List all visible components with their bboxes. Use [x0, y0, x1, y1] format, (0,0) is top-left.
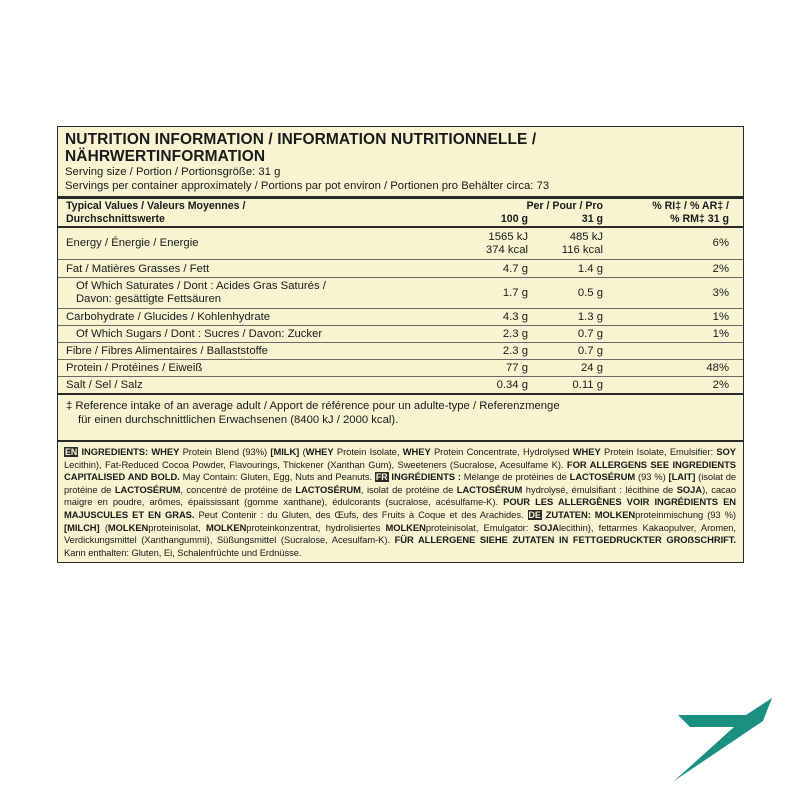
ingredient-segment: WHEY: [305, 446, 334, 457]
row-ri: 48%: [706, 362, 729, 374]
row-value-100g: 4.7 g: [502, 263, 528, 275]
row-value-serving: 0.11 g: [572, 379, 603, 391]
ingredient-segment: FÜR ALLERGENE SIEHE ZUTATEN IN FETTGEDRUCKTER GROẞSCHRIFT.: [394, 534, 736, 546]
ingredient-segment: Protein Concentrate, Hydrolysed: [430, 446, 573, 457]
ingredient-segment: [MILCH]: [64, 521, 100, 533]
serving-size: Serving size / Portion / Portionsgröße: 31 g: [65, 166, 281, 178]
row-name-line1: Of Which Saturates / Dont : Acides Gras Saturés /: [76, 280, 326, 292]
row-ri: 1%: [712, 311, 729, 323]
ingredient-segment: MOLKEN: [385, 521, 426, 533]
ingredient-segment: proteinisolat, Emulgator:: [425, 521, 534, 533]
row-value-100g: 0.34 g: [496, 379, 528, 391]
lang-badge-fr: FR: [375, 472, 388, 483]
ingredients-text: [64, 446, 736, 558]
ingredient-segment: WHEY: [572, 446, 601, 457]
header-col1-line2: Durchschnittswerte: [66, 212, 165, 225]
row-value-100g: 2.3 g: [502, 345, 528, 357]
footnote: [58, 395, 743, 427]
ingredient-segment: LACTOSÉRUM: [569, 471, 636, 483]
row-value-serving-kcal: 116 kcal: [561, 244, 603, 256]
ingredient-segment: MOLKEN: [107, 521, 149, 533]
lang-badge-de: DE: [528, 509, 541, 520]
table-row-sugars: [58, 326, 743, 342]
ingredient-segment: INGREDIENTS: WHEY: [78, 446, 180, 457]
header-col4-line1: % RI‡ / % AR‡ /: [652, 200, 729, 212]
divider-ingredients: [58, 440, 743, 442]
row-name: Protein / Protéines / Eiweiß: [66, 362, 203, 374]
ingredient-segment: SOY: [716, 446, 736, 457]
row-value-serving: 1.3 g: [577, 311, 603, 323]
header-col4-line2: % RM‡ 31 g: [670, 212, 729, 225]
ingredient-segment: ), cacao maigre en poudre, arômes, épaississant (gomme xanthane), édulcorants (sucralose, acésulfame-K).: [64, 483, 736, 508]
row-ri: 6%: [712, 237, 729, 249]
ingredients-block: [58, 444, 743, 559]
ingredient-segment: (: [299, 446, 306, 457]
table-row-protein: [58, 360, 743, 376]
table-row-carbohydrate: [58, 309, 743, 325]
ingredient-segment: Lecithin), Fat-Reduced Cocoa Powder, Flavourings, Thickener (Xanthan Gum), Sweeteners (Sucralose, Acesulfame K).: [64, 458, 567, 470]
table-row-fat: [58, 260, 743, 277]
row-name: Energy / Énergie / Energie: [66, 237, 199, 249]
row-value-100g: 4.3 g: [502, 311, 528, 323]
ingredient-segment: FOR ALLERGENS SEE INGREDIENTS CAPITALISED AND BOLD.: [64, 458, 736, 483]
table-row-salt: [58, 377, 743, 393]
row-value-serving: 0.5 g: [577, 287, 603, 299]
row-value-serving-kj: 485 kJ: [569, 231, 603, 243]
row-name-line2: Davon: gesättigte Fettsäuren: [76, 293, 222, 305]
ingredient-segment: hydrolysé, émulsifiant : lécithine de: [522, 483, 677, 495]
ingredient-segment: Peut Contenir : du Gluten, des Œufs, des Fruits à Coque et des Arachides.: [194, 508, 528, 520]
ingredient-segment: [MILK]: [270, 446, 300, 457]
ingredient-segment: Protein Blend (93%): [179, 446, 271, 457]
row-ri: 1%: [712, 328, 729, 340]
row-value-100g: 77 g: [506, 362, 528, 374]
row-ri: 3%: [712, 287, 729, 299]
row-value-serving: 24 g: [581, 362, 603, 374]
title-line-2: NÄHRWERTINFORMATION: [65, 148, 266, 165]
title-line-1: NUTRITION INFORMATION / INFORMATION NUTRITIONNELLE /: [65, 131, 537, 148]
ingredient-segment: POUR LES ALLERGÈNES VOIR INGRÉDIENTS EN MAJUSCULES ET EN GRAS.: [64, 496, 736, 520]
lang-badge-en: EN: [65, 447, 78, 457]
row-value-100g-kcal: 374 kcal: [485, 244, 528, 256]
row-value-100g: 2.3 g: [502, 328, 528, 340]
footnote-line-2: für einen durchschnittlichen Erwachsenen (8400 kJ / 2000 kcal).: [78, 414, 399, 426]
ingredient-segment: May Contain: Gluten, Egg, Nuts and Peanuts.: [179, 471, 375, 483]
row-name: Fat / Matières Grasses / Fett: [66, 263, 210, 275]
ingredient-segment: proteinkonzentrat, hydrolisiertes: [246, 521, 386, 533]
ingredient-segment: LACTOSÉRUM: [295, 483, 361, 495]
arrow-swoosh-icon: [672, 695, 777, 783]
row-name: Carbohydrate / Glucides / Kohlenhydrate: [66, 311, 271, 323]
ingredient-segment: proteinisolat,: [148, 521, 206, 533]
row-value-100g: 1.7 g: [502, 287, 528, 299]
ingredient-segment: , isolat de protéine de: [360, 483, 457, 495]
ingredient-segment: proteinmischung (93 %): [635, 508, 736, 520]
ingredient-segment: LACTOSÉRUM: [114, 483, 181, 495]
ingredient-segment: Kann enthalten: Gluten, Ei, Schalenfrüchte und Erdnüsse.: [64, 546, 302, 558]
ingredient-segment: MOLKEN: [205, 521, 247, 533]
table-row-energy: [58, 228, 743, 259]
header-col3: 31 g: [581, 212, 603, 225]
ingredient-segment: (: [99, 521, 108, 533]
ingredient-segment: INGRÉDIENTS :: [388, 471, 461, 483]
row-value-serving: 0.7 g: [577, 345, 603, 357]
ingredient-segment: Protein Isolate,: [333, 446, 403, 457]
ingredient-segment: [LAIT]: [668, 471, 696, 483]
header-col2: 100 g: [500, 212, 528, 225]
servings-per-container: Servings per container approximately / Portions par pot environ / Portionen pro Behälter circa: 73: [65, 180, 550, 192]
ingredient-segment: lecithin), fettarmes Kakaopulver, Aromen, Verdickungsmittel (Xanthangummi), Süßungsmittel (Sucralose, Acesulfam-K).: [64, 521, 736, 546]
nutrition-label: [57, 126, 744, 563]
footnote-line-1: ‡ Reference intake of an average adult / Apport de référence pour un adulte-type / Referenzmenge: [66, 400, 560, 412]
ingredient-segment: WHEY: [402, 446, 431, 457]
row-value-100g-kj: 1565 kJ: [488, 231, 528, 243]
row-ri: 2%: [712, 379, 729, 391]
ingredient-segment: LACTOSÉRUM: [456, 483, 523, 495]
table-row-saturates: [58, 278, 743, 308]
table-header: [58, 199, 743, 226]
header-col1-line1: Typical Values / Valeurs Moyennes /: [66, 200, 246, 212]
row-name: Fibre / Fibres Alimentaires / Ballaststoffe: [66, 345, 268, 357]
row-value-serving: 0.7 g: [577, 328, 603, 340]
row-ri: 2%: [712, 263, 729, 275]
label-header: [58, 127, 743, 193]
ingredient-segment: , concentré de protéine de: [180, 483, 296, 495]
ingredient-segment: (isolat de protéine de: [64, 471, 737, 495]
header-per-label: Per / Pour / Pro: [526, 200, 603, 212]
table-row-fibre: [58, 343, 743, 359]
ingredient-segment: SOJA: [676, 483, 703, 495]
row-name: Of Which Sugars / Dont : Sucres / Davon: Zucker: [76, 328, 323, 340]
ingredient-segment: ZUTATEN: MOLKEN: [541, 508, 636, 520]
ingredient-segment: (93 %): [635, 471, 669, 483]
ingredient-segment: Mélange de protéines de: [460, 471, 570, 483]
row-name: Salt / Sel / Salz: [66, 379, 143, 391]
row-value-serving: 1.4 g: [577, 263, 603, 275]
ingredient-segment: Protein Isolate, Emulsifier:: [600, 446, 717, 457]
ingredient-segment: SOJA: [533, 521, 559, 533]
